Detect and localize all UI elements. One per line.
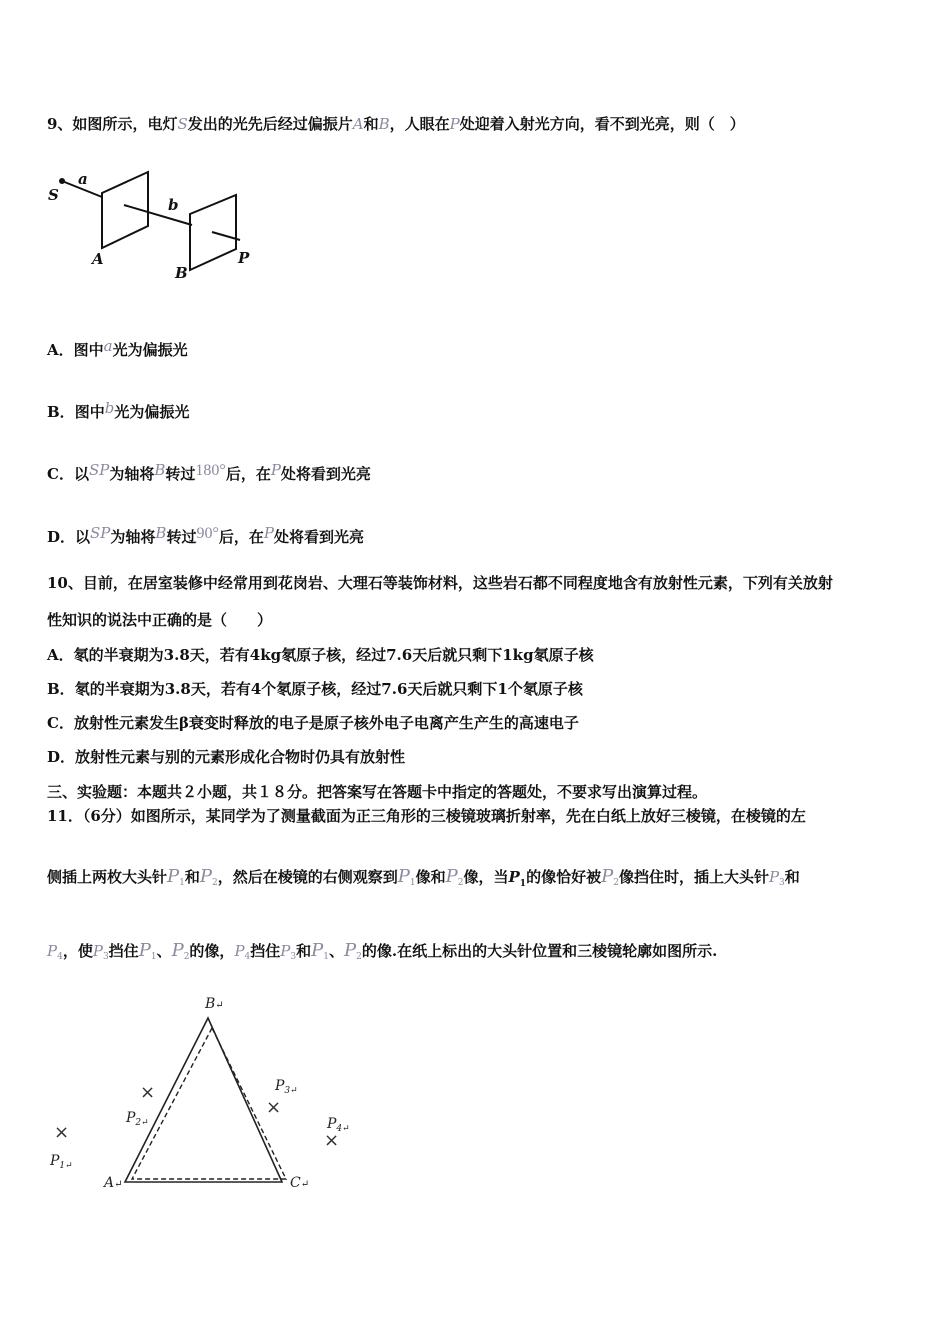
q11-text: ，然后在棱镜的右侧观察到 xyxy=(217,868,398,886)
option-text: 图中 xyxy=(73,341,104,359)
var-p2-sub: 2 xyxy=(356,952,362,962)
var-sp: SP xyxy=(90,524,111,542)
option-label: C． xyxy=(47,714,74,732)
option-text: 个氡原子核，经过 xyxy=(261,680,382,698)
pin-p1-mark: × xyxy=(54,1122,70,1143)
var-p1 xyxy=(398,866,416,887)
option-number: 4 xyxy=(250,680,262,698)
var-p2 xyxy=(200,866,218,887)
q9-option-b xyxy=(47,397,189,423)
option-text: 氡原子核 xyxy=(533,646,594,664)
pin-p1-label: $P_1↵$ xyxy=(50,1153,73,1171)
q11-text: 、 xyxy=(328,942,344,960)
q9-option-a xyxy=(47,335,188,361)
q11-text: 像挡住时，插上大头针 xyxy=(618,868,769,886)
q9-option-d xyxy=(47,522,364,548)
pin-p4-mark: × xyxy=(324,1130,340,1151)
q11-text: 侧插上两枚大头针 xyxy=(47,868,168,886)
q11-text: ，使 xyxy=(62,942,93,960)
option-number: 1kg xyxy=(502,646,534,664)
option-number: 1 xyxy=(497,680,508,698)
q11-text: 的像恰好被 xyxy=(526,868,602,886)
option-number: 3.8 xyxy=(163,646,190,664)
var-p: P xyxy=(263,524,274,542)
q10-option-c xyxy=(47,712,579,734)
section-3-text: 三、实验题：本题共２小题，共１８分。把答案写在答题卡中指定的答题处，不要求写出演算过程。 xyxy=(47,783,708,801)
option-number: 4kg xyxy=(249,646,282,664)
var-b-light: b xyxy=(104,399,115,417)
var-b: B xyxy=(155,524,167,542)
angle-value: 90° xyxy=(196,525,219,542)
var-s: S xyxy=(177,115,188,133)
option-text: 氡原子核，经过 xyxy=(281,646,387,664)
var-p1-sub: 1 xyxy=(179,878,185,888)
bold-p-sub: 1 xyxy=(519,879,527,889)
q11-line1 xyxy=(47,805,806,827)
option-text: 以 xyxy=(75,528,91,546)
option-text: 处将看到光亮 xyxy=(280,465,371,483)
angle-value: 180° xyxy=(195,462,226,479)
var-p2-letter: P xyxy=(601,866,614,887)
var-p3-sub: 3 xyxy=(779,878,785,888)
var-p2-sub: 2 xyxy=(613,878,619,888)
q11-text: 和 xyxy=(296,942,312,960)
option-label: A． xyxy=(47,341,74,359)
var-p2-letter: P xyxy=(445,866,458,887)
q11-text: 的像， xyxy=(189,942,235,960)
section-3-heading xyxy=(47,781,707,803)
pin-p3-label: $P_3↵$ xyxy=(275,1078,298,1096)
bold-p: P xyxy=(508,868,520,886)
var-p4 xyxy=(47,942,63,960)
var-p: P xyxy=(270,461,281,479)
var-p1-letter: P xyxy=(167,866,180,887)
option-number: 7.6 xyxy=(381,680,408,698)
var-a-light: a xyxy=(103,337,113,355)
q10-option-a xyxy=(47,644,594,666)
option-text: 以 xyxy=(73,465,89,483)
fig-label-s: S xyxy=(48,186,59,204)
var-p2 xyxy=(172,940,190,961)
var-sp: SP xyxy=(88,461,110,479)
var-p4 xyxy=(234,942,250,960)
option-text: 图中 xyxy=(74,403,105,421)
q11-prism-figure xyxy=(40,990,360,1200)
option-text: 处将看到光亮 xyxy=(273,528,364,546)
q11-line3 xyxy=(47,940,717,968)
option-text: 为轴将 xyxy=(109,465,155,483)
q11-text: 像，当 xyxy=(463,868,509,886)
var-p1-sub: 1 xyxy=(323,952,329,962)
var-p3 xyxy=(769,868,785,886)
var-p4-letter: P xyxy=(47,942,58,960)
fig-label-b: B xyxy=(175,264,188,282)
vertex-b-label: B↵ xyxy=(205,996,224,1012)
ray-b xyxy=(124,205,192,225)
option-label: B． xyxy=(47,680,75,698)
var-p1-sub: 1 xyxy=(409,878,416,888)
option-text: 光为偏振光 xyxy=(112,341,188,359)
var-p2-sub: 2 xyxy=(212,878,218,888)
var-b: B xyxy=(154,461,166,479)
option-text: 天后就只剩下 xyxy=(412,646,503,664)
option-label: D． xyxy=(47,528,76,546)
var-p: P xyxy=(449,115,460,133)
q10-stem-line2 xyxy=(47,609,272,631)
option-text: 为轴将 xyxy=(110,528,156,546)
var-p2-sub: 2 xyxy=(457,878,464,888)
vertex-a-label: A↵ xyxy=(104,1175,123,1191)
q10-stem-text: 性知识的说法中正确的是（ ） xyxy=(47,611,273,629)
q9-option-c xyxy=(47,459,371,485)
pin-p3-mark: × xyxy=(266,1097,282,1118)
var-p2-letter: P xyxy=(199,866,213,887)
var-p3-letter: P xyxy=(280,942,291,960)
option-text: 后，在 xyxy=(225,465,271,483)
var-p2-letter: P xyxy=(344,940,357,961)
option-text: 氡的半衰期为 xyxy=(74,680,165,698)
pin-p4-label: $P_4↵$ xyxy=(327,1116,350,1134)
q10-option-b xyxy=(47,678,583,700)
var-p3-sub: 3 xyxy=(102,952,109,962)
q11-text: 的像.在纸上标出的大头针位置和三棱镜轮廓如图所示. xyxy=(361,942,718,960)
q9-polarizer-figure xyxy=(40,160,260,290)
q9-stem-part2: 发出的光先后经过偏振片 xyxy=(187,115,353,133)
option-number: 3.8 xyxy=(164,680,191,698)
var-p2 xyxy=(446,866,464,887)
var-a: A xyxy=(352,115,364,133)
fig-label-a-ray: a xyxy=(78,170,88,188)
option-label: B． xyxy=(47,403,75,421)
option-text: 放射性元素与别的元素形成化合物时仍具有放射性 xyxy=(75,748,406,766)
option-label: A． xyxy=(47,646,74,664)
q9-stem-part1: 9、如图所示，电灯 xyxy=(47,115,178,133)
option-text: 后，在 xyxy=(218,528,264,546)
prism-outline-dashed xyxy=(132,1028,286,1179)
var-p4-sub: 4 xyxy=(244,952,251,962)
var-p3-letter: P xyxy=(768,868,780,886)
fig-label-b-ray: b xyxy=(168,196,179,214)
q9-stem xyxy=(47,113,745,135)
pin-p2-label: $P_2↵$ xyxy=(126,1110,149,1128)
option-text: 光为偏振光 xyxy=(114,403,190,421)
var-p1-letter: P xyxy=(397,866,410,887)
var-p3 xyxy=(93,942,109,960)
q10-stem-line1 xyxy=(47,572,833,594)
q11-text: 挡住 xyxy=(250,942,281,960)
option-text: 个氡原子核 xyxy=(507,680,583,698)
var-p1-letter: P xyxy=(138,940,151,961)
var-p2-sub: 2 xyxy=(183,952,190,962)
var-p2 xyxy=(344,940,362,961)
var-p2 xyxy=(601,866,619,887)
var-p4-letter: P xyxy=(234,942,245,960)
option-text: 转过 xyxy=(166,528,197,546)
option-text: 天后就只剩下 xyxy=(407,680,498,698)
q11-text: 像和 xyxy=(415,868,446,886)
q11-stem-text: 11．（6分）如图所示，某同学为了测量截面为正三角形的三棱镜玻璃折射率，先在白纸上放好三棱镜，在棱镜的左 xyxy=(47,807,806,825)
q11-text: 挡住 xyxy=(108,942,139,960)
fig-label-a: A xyxy=(92,250,104,268)
var-b: B xyxy=(378,115,390,133)
option-text: 天，若有 xyxy=(189,646,250,664)
vertex-c-label: C↵ xyxy=(290,1175,310,1191)
option-label: D． xyxy=(47,748,76,766)
q9-stem-part3: ，人眼在 xyxy=(389,115,450,133)
q11-text: 和 xyxy=(784,868,800,886)
var-p4-sub: 4 xyxy=(57,952,63,962)
option-text: 天，若有 xyxy=(190,680,251,698)
var-p3-letter: P xyxy=(92,942,103,960)
var-p1-sub: 1 xyxy=(150,952,157,962)
q11-text: 、 xyxy=(156,942,172,960)
q10-option-d xyxy=(47,746,405,768)
q11-line2 xyxy=(47,866,800,895)
option-text: 氡的半衰期为 xyxy=(73,646,164,664)
q10-stem-text: 10、目前，在居室装修中经常用到花岗岩、大理石等装饰材料，这些岩石都不同程度地含有放射性元素，下列有关放射 xyxy=(47,574,833,592)
option-number: 7.6 xyxy=(386,646,413,664)
option-text: 转过 xyxy=(165,465,196,483)
q11-text: 和 xyxy=(184,868,200,886)
option-label: C． xyxy=(47,465,74,483)
q9-stem-part4: 处迎着入射光方向，看不到光亮，则（ ） xyxy=(459,115,745,133)
var-p2-letter: P xyxy=(171,940,184,961)
var-p1 xyxy=(139,940,157,961)
q9-and: 和 xyxy=(363,115,379,133)
pin-p2-mark: × xyxy=(140,1082,156,1103)
var-p3-sub: 3 xyxy=(290,952,297,962)
var-p1 xyxy=(167,866,185,887)
var-p3 xyxy=(280,942,296,960)
option-text: 放射性元素发生β衰变时释放的电子是原子核外电子电离产生产生的高速电子 xyxy=(73,714,579,732)
var-p1-letter: P xyxy=(311,940,324,961)
fig-label-p: P xyxy=(238,249,250,267)
var-p1 xyxy=(311,940,329,961)
